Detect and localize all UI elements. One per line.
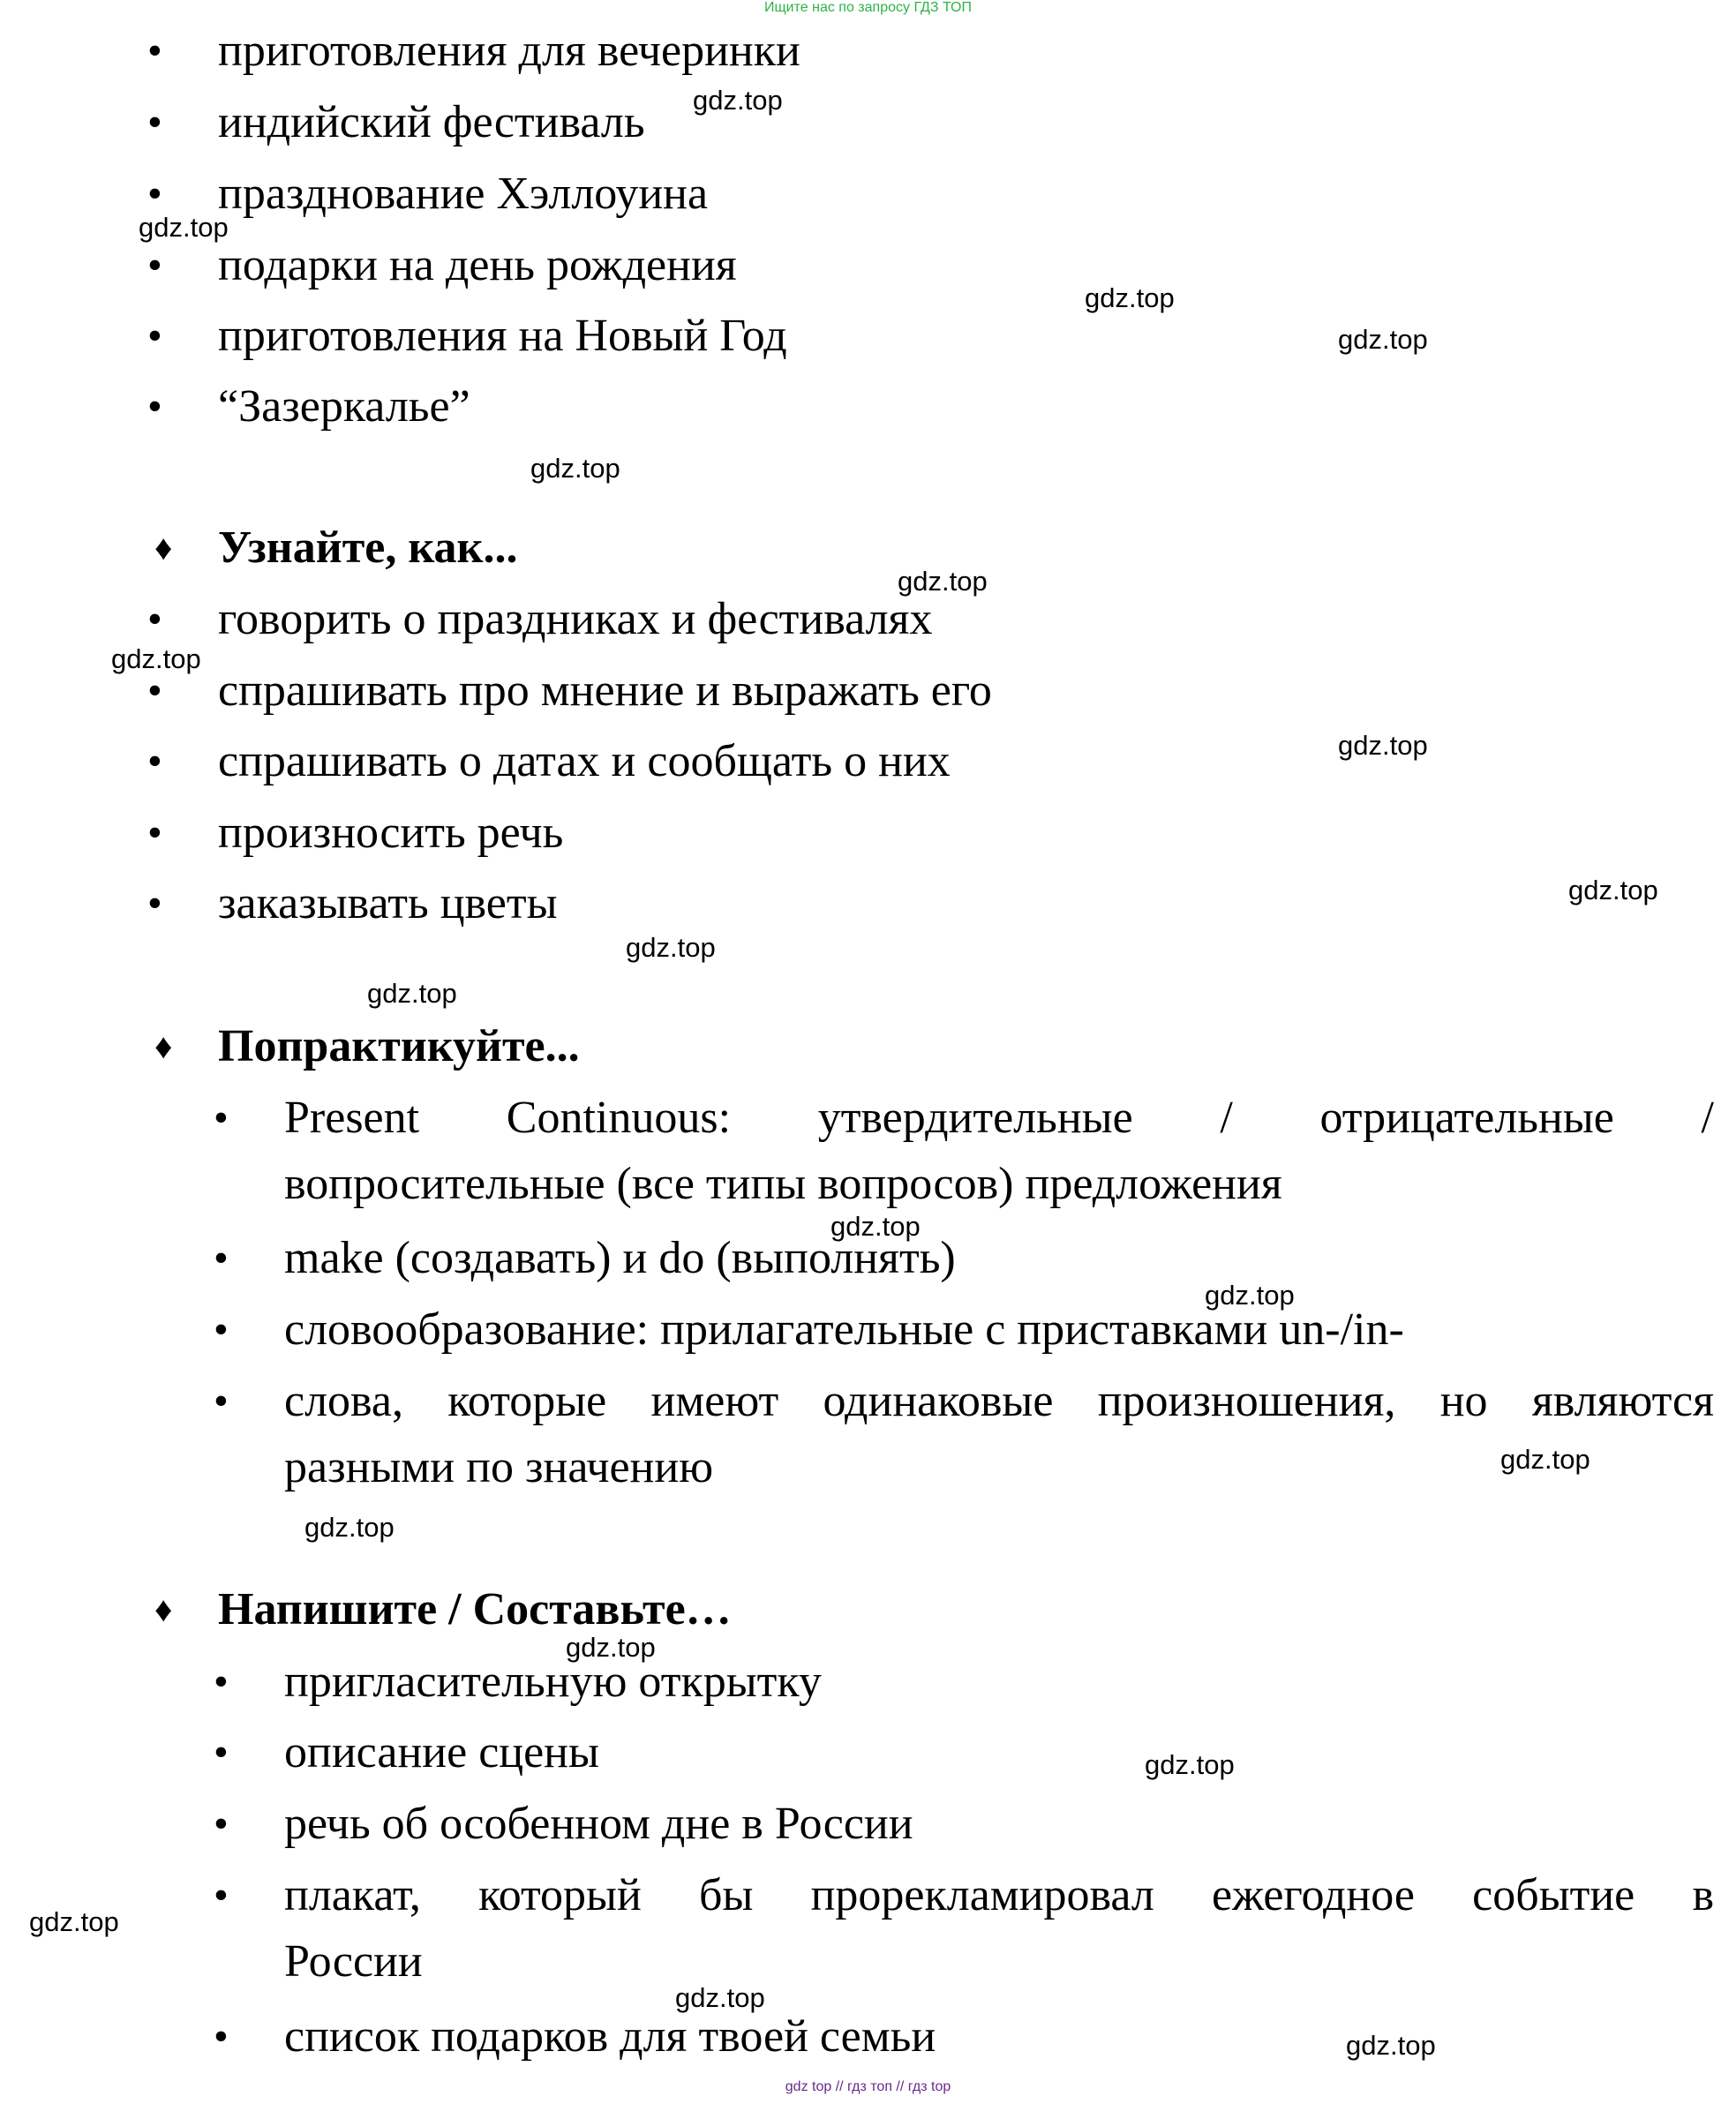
learn-item: • спрашивать про мнение и выражать его — [218, 656, 992, 726]
learn-item: • произносить речь — [218, 798, 563, 868]
write-item: • плакат, который бы прорекламировал ежегодное событие в — [284, 1860, 1714, 1931]
write-item-continuation: России — [284, 1936, 423, 1987]
watermark: gdz.top — [1145, 1749, 1235, 1780]
watermark: gdz.top — [1346, 2030, 1436, 2061]
write-item: • список подарков для твоей семьи — [284, 2002, 1714, 2072]
write-item: • описание сцены — [284, 1717, 1714, 1788]
diamond-icon: ♦ — [154, 528, 173, 567]
watermark: gdz.top — [675, 1982, 765, 2013]
watermark: gdz.top — [367, 978, 457, 1009]
section-heading-write: ♦ Напишите / Составьте… — [218, 1574, 732, 1645]
learn-item: • заказывать цветы — [218, 868, 558, 939]
learn-item: • говорить о праздниках и фестивалях — [218, 584, 932, 655]
watermark: gdz.top — [626, 932, 716, 963]
watermark: gdz.top — [830, 1211, 921, 1242]
topic-item: • приготовления на Новый Год — [218, 301, 787, 372]
practice-item: • make (создавать) и do (выполнять) — [284, 1223, 1714, 1294]
watermark: gdz.top — [693, 85, 783, 116]
watermark: gdz.top — [29, 1906, 119, 1937]
practice-item-continuation: разными по значению — [284, 1442, 714, 1492]
topic-item: • подарки на день рождения — [218, 230, 737, 301]
watermark: gdz.top — [566, 1632, 656, 1663]
search-hint: Ищите нас по запросу ГДЗ ТОП — [764, 0, 972, 15]
watermark: gdz.top — [139, 212, 229, 243]
practice-item: • слова, которые имеют одинаковые произношения, но являются — [284, 1366, 1714, 1437]
footer-watermark: gdz top // гдз топ // гдз top — [785, 2079, 951, 2094]
write-item: • речь об особенном дне в России — [284, 1789, 1714, 1860]
watermark: gdz.top — [1205, 1280, 1295, 1311]
watermark: gdz.top — [304, 1512, 395, 1543]
watermark: gdz.top — [1500, 1444, 1590, 1475]
watermark: gdz.top — [898, 566, 988, 597]
practice-item: • словообразование: прилагательные с приставками un-/in- — [284, 1295, 1714, 1365]
section-heading-practice: ♦ Попрактикуйте... — [218, 1011, 580, 1082]
watermark: gdz.top — [530, 453, 620, 484]
watermark: gdz.top — [1338, 730, 1428, 761]
section-heading-learn: ♦ Узнайте, как... — [218, 513, 517, 583]
topic-item: • “Зазеркалье” — [218, 372, 470, 442]
diamond-icon: ♦ — [154, 1589, 173, 1629]
watermark: gdz.top — [1568, 875, 1658, 905]
diamond-icon: ♦ — [154, 1026, 173, 1066]
watermark: gdz.top — [111, 643, 201, 674]
topic-item: • празднование Хэллоуина — [218, 159, 708, 229]
topic-item: • индийский фестиваль — [218, 87, 645, 158]
practice-item-continuation: вопросительные (все типы вопросов) предложения — [284, 1159, 1282, 1209]
learn-item: • спрашивать о датах и сообщать о них — [218, 726, 951, 797]
practice-item: • Present Continuous: утвердительные / отрицательные / — [284, 1083, 1714, 1153]
watermark: gdz.top — [1338, 324, 1428, 355]
watermark: gdz.top — [1085, 282, 1175, 313]
topic-item: • приготовления для вечеринки — [218, 16, 800, 86]
write-item: • пригласительную открытку — [284, 1647, 1714, 1717]
